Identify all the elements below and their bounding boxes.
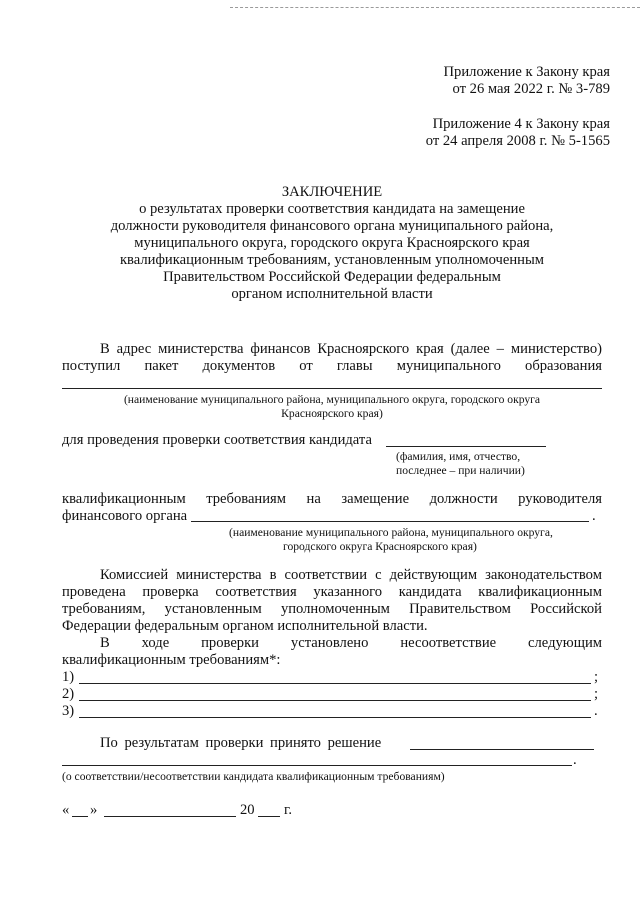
word: замещение — [341, 491, 410, 507]
item-end: ; — [594, 669, 599, 685]
item-number: 1) — [62, 669, 75, 685]
paragraph-3-line-1 — [62, 491, 602, 508]
word: пакет — [144, 358, 179, 374]
requirement-field-1[interactable] — [79, 683, 591, 684]
word: указанного — [313, 584, 383, 600]
word: уполномоченным — [280, 601, 390, 617]
word: следующим — [528, 635, 602, 651]
paragraph-1-line-2 — [62, 358, 602, 375]
hint-municipality: (наименование муниципального района, муниципального округа, городского округа — [123, 393, 541, 406]
title-line: о результатах проверки соответствия кандидата на замещение — [139, 201, 525, 217]
word: проверка — [142, 584, 199, 600]
document-title: ЗАКЛЮЧЕНИЕ — [281, 184, 383, 200]
word: ходе — [141, 635, 170, 651]
paragraph-5-line-1 — [100, 635, 602, 652]
header-appendix-line: Приложение к Закону края — [443, 64, 610, 80]
word: проверки — [201, 635, 259, 651]
paragraph-4-line-4: Федерации федеральным органом исполнительной власти. — [62, 618, 428, 634]
paragraph-6-text: По результатам проверки принято решение — [100, 735, 382, 751]
title-line: Правительством Российской Федерации федеральным — [163, 269, 501, 285]
item-number: 3) — [62, 703, 75, 719]
word: Российской — [530, 601, 602, 617]
paragraph-5-line-2: квалификационным требованиям*: — [62, 652, 281, 668]
header-appendix-4-line: Приложение 4 к Закону края — [432, 116, 610, 132]
word: проведена — [62, 584, 126, 600]
item-number: 2) — [62, 686, 75, 702]
hint-decision: (о соответствии/несоответствии кандидата квалификационным требованиям) — [62, 770, 445, 783]
paragraph-1-line-1: В адрес министерства финансов Красноярского края (далее – министерство) — [100, 341, 602, 357]
hint-finance-body-cont: городского округа Красноярского края) — [283, 540, 477, 553]
decision-field-cont[interactable] — [62, 765, 572, 766]
word: главы — [336, 358, 373, 374]
title-line: муниципального округа, городского округа Красноярского края — [134, 235, 530, 251]
decision-field[interactable] — [410, 749, 594, 750]
word: В — [100, 635, 110, 651]
requirement-field-3[interactable] — [79, 717, 591, 718]
word: несоответствие — [400, 635, 497, 651]
word: кандидата — [398, 584, 462, 600]
candidate-name-field[interactable] — [386, 446, 546, 447]
word: Комиссией — [100, 567, 169, 583]
word: на — [306, 491, 321, 507]
word: от — [299, 358, 313, 374]
year-suffix: г. — [284, 802, 292, 818]
word: в — [269, 567, 277, 583]
word: законодательством — [485, 567, 602, 583]
word: соответствия — [215, 584, 297, 600]
word: установлено — [290, 635, 369, 651]
paragraph-2-text: для проведения проверки соответствия кандидата — [62, 432, 372, 448]
word: требованиям, — [62, 601, 146, 617]
title-line: органом исполнительной власти — [231, 286, 433, 302]
word: муниципального — [396, 358, 501, 374]
word: установленным — [164, 601, 262, 617]
paragraph-6-end: . — [573, 752, 577, 768]
paragraph-3-line-2: финансового органа — [62, 508, 188, 524]
item-end: ; — [594, 686, 599, 702]
year-prefix: 20 — [240, 802, 255, 818]
word: поступил — [62, 358, 121, 374]
paragraph-4-line-3 — [62, 601, 602, 618]
hint-candidate-name: (фамилия, имя, отчество, — [396, 450, 521, 463]
year-field[interactable] — [258, 816, 280, 817]
scan-top-edge — [230, 7, 640, 8]
date-open-quote: « — [62, 802, 70, 818]
word: соответствии — [284, 567, 368, 583]
day-field[interactable] — [72, 816, 88, 817]
word: должности — [429, 491, 498, 507]
date-close-quote: » — [90, 802, 98, 818]
title-line: должности руководителя финансового органа муниципального района, — [110, 218, 554, 234]
word: образования — [525, 358, 602, 374]
paragraph-3-end: . — [592, 508, 596, 524]
month-field[interactable] — [104, 816, 236, 817]
word: квалификационным — [62, 491, 186, 507]
header-law-date-line: от 26 мая 2022 г. № 3-789 — [452, 81, 610, 97]
hint-municipality-cont: Красноярского края) — [281, 407, 383, 420]
word: Правительством — [409, 601, 511, 617]
word: с — [375, 567, 382, 583]
paragraph-4-line-2 — [62, 584, 602, 601]
title-line: квалификационным требованиям, установленным уполномоченным — [119, 252, 545, 268]
word: документов — [202, 358, 276, 374]
word: квалификационным — [478, 584, 602, 600]
hint-finance-body: (наименование муниципального района, муниципального округа, — [229, 526, 553, 539]
header-law-2008-line: от 24 апреля 2008 г. № 5-1565 — [425, 133, 610, 149]
item-end: . — [594, 703, 598, 719]
paragraph-4-line-1 — [100, 567, 602, 584]
finance-body-field[interactable] — [191, 521, 589, 522]
word: министерства — [176, 567, 262, 583]
word: действующим — [389, 567, 478, 583]
municipality-name-field[interactable] — [62, 388, 602, 389]
hint-candidate-name-cont: последнее – при наличии) — [396, 464, 525, 477]
requirement-field-2[interactable] — [79, 700, 591, 701]
word: руководителя — [518, 491, 602, 507]
word: требованиям — [206, 491, 286, 507]
